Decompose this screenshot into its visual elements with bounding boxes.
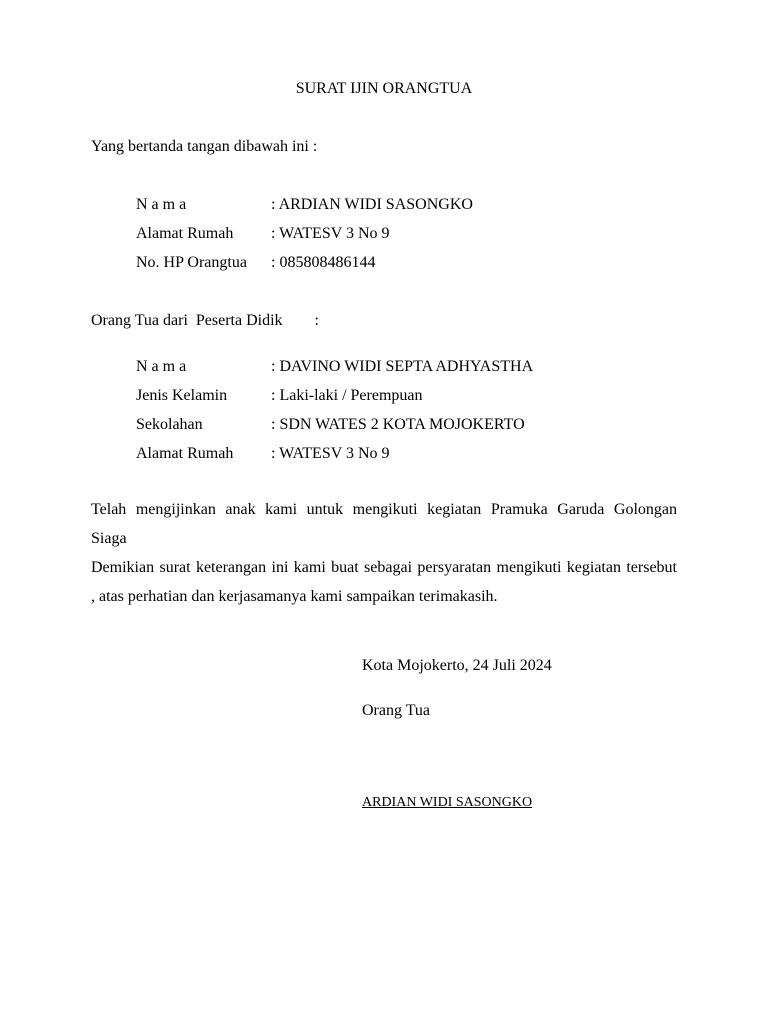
student-school-label: Sekolahan bbox=[136, 416, 203, 433]
intro-text: Yang bertanda tangan dibawah ini : bbox=[91, 138, 318, 155]
parent-name-value: : ARDIAN WIDI SASONGKO bbox=[271, 196, 473, 213]
student-gender-label: Jenis Kelamin bbox=[136, 387, 228, 404]
student-address-label: Alamat Rumah bbox=[136, 445, 234, 462]
consent-line-1: Telah mengijinkan anak kami untuk mengikuti kegiatan Pramuka Garuda Golongan bbox=[91, 501, 677, 518]
student-address-value: : WATESV 3 No 9 bbox=[271, 445, 390, 462]
parent-address-label: Alamat Rumah bbox=[136, 225, 234, 242]
student-school-value: : SDN WATES 2 KOTA MOJOKERTO bbox=[271, 416, 525, 433]
signature-role: Orang Tua bbox=[362, 702, 431, 719]
consent-line-2: Siaga bbox=[91, 530, 127, 547]
closing-line-2: , atas perhatian dan kerjasamanya kami sampaikan terimakasih. bbox=[91, 588, 498, 605]
parent-address-value: : WATESV 3 No 9 bbox=[271, 225, 390, 242]
student-intro-text: Orang Tua dari Peserta Didik : bbox=[91, 312, 319, 329]
student-name-label: N a m a bbox=[136, 358, 187, 375]
signature-name: ARDIAN WIDI SASONGKO bbox=[362, 795, 533, 810]
parent-name-label: N a m a bbox=[136, 196, 187, 213]
letter-title: SURAT IJIN ORANGTUA bbox=[295, 80, 473, 97]
closing-line-1: Demikian surat keterangan ini kami buat sebagai persyaratan mengikuti kegiatan tersebut bbox=[91, 559, 677, 576]
student-name-value: : DAVINO WIDI SEPTA ADHYASTHA bbox=[271, 358, 534, 375]
signature-place-date: Kota Mojokerto, 24 Juli 2024 bbox=[362, 657, 552, 674]
parent-phone-value: : 085808486144 bbox=[271, 254, 376, 271]
parent-phone-label: No. HP Orangtua bbox=[136, 254, 247, 271]
student-gender-value: : Laki-laki / Perempuan bbox=[271, 387, 423, 404]
